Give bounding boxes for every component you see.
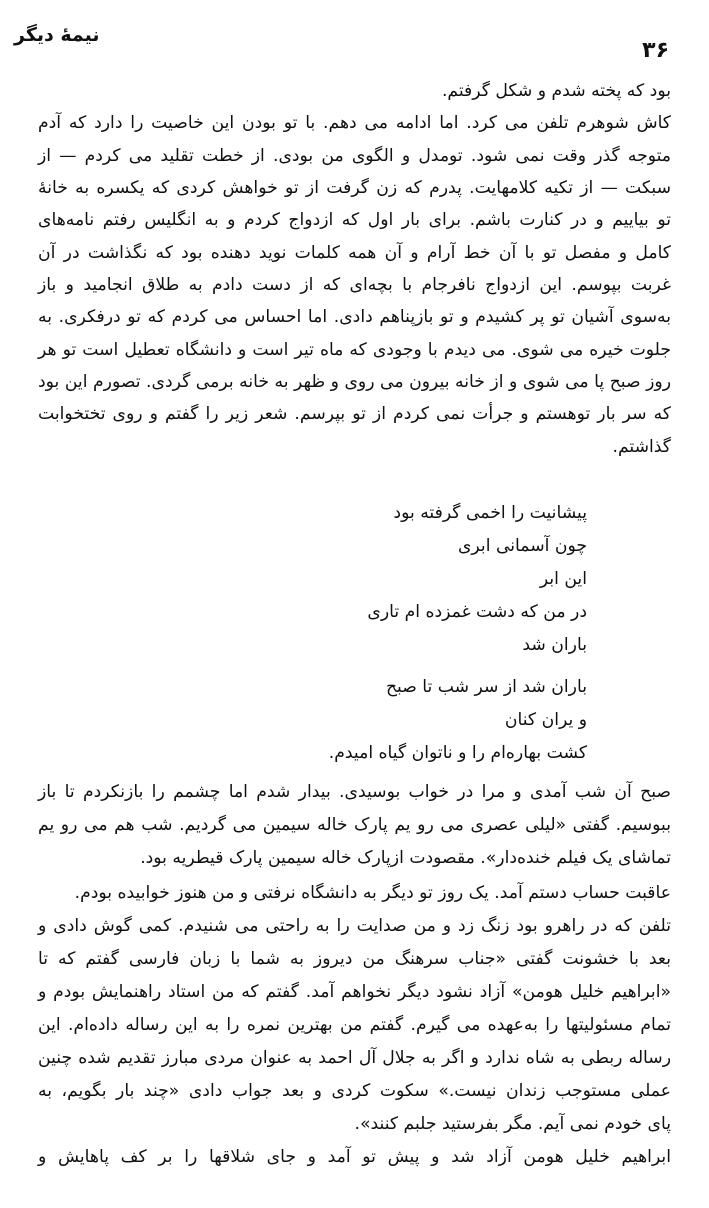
text-line: متوجه گذر وقت نمی شود. تومدل و الگوی من بودی. از خطت تقلید می کردم — از [38,146,671,166]
text-line: ابراهیم خلیل هومن آزاد شد و پیش تو آمد و جای شلاقها را بر کف پاهایش و [38,1147,671,1167]
text-line: رساله ربطی به شاه ندارد و اگر به جلال آل احمد به عنوان مردی مبارز تقدیم شده چنین [38,1048,671,1068]
text-line: بعد با خشونت گفتی «جناب سرهنگ من دیروز به شما با زبان فارسی گفتم که تا [38,949,671,969]
poem-line: باران شد از سر شب تا صبح [385,677,587,697]
poem-line: و یران کنان [504,710,587,730]
text-line: جلوت خیره می شوی. می دیدم با وجودی که ماه تیر است و دانشگاه تعطیل است تو هر [38,340,671,360]
text-line: صبح آن شب آمدی و مرا در خواب بوسیدی. بیدار شدم اما چشمم را بازنکردم تا باز [38,782,671,802]
text-line: که سر بار توهستم و جرأت نمی کردم از تو بپرسم. شعر زیر را گفتم و روی تختخوابت [38,404,671,424]
poem-line: پیشانیت را اخمی گرفته بود [393,503,587,523]
text-line: گذاشتم. [612,437,671,457]
text-line: کاش شوهرم تلفن می کرد. اما ادامه می دهم. با تو بودن این خاصیت را دارد که آدم [38,113,671,133]
text-line: روز صبح پا می شوی و از خانه بیرون می روی و ظهر به خانه برمی گردی. تصورم این بود [38,372,671,392]
text-line: تماشای یک فیلم خنده‌دار». مقصودت ازپارک خاله سیمین پارک قیطریه بود. [140,848,671,868]
text-line: به‌سوی آشیان تو پر کشیدم و تو بازپناهم دادی. اما احساس می کردم که تو درفکری. به [38,307,671,327]
text-line: «ابراهیم خلیل هومن» آزاد نشود دیگر نخواهم آمد. گفتم که من استاد راهنمایش بودم و [38,982,671,1002]
poem-line: چون آسمانی ابری [457,536,587,556]
text-line: بود که پخته شدم و شکل گرفتم. [441,81,671,101]
text-line: کامل و مفصل تو با آن خط آرام و آن همه کلمات نوید دهنده بود که نگذاشت در آن [38,243,671,263]
page-number: ۳۶ [642,38,669,63]
text-line: عملی مستوجب زندان نیست.» سکوت کردی و بعد جواب دادی «چند بار بگویم، به [38,1081,671,1101]
poem-line: کشت بهاره‌ام را و ناتوان گیاه امیدم. [328,743,587,763]
text-line: سبکت — از تکیه کلامهایت. پدرم که زن گرفت از تو خواهش کردی که یکسره به خانهٔ [38,178,671,198]
running-title: نیمهٔ دیگر [14,24,100,46]
text-line: تلفن که در راهرو بود زنگ زد و من صدایت را به راحتی می شنیدم. کمی گوش دادی و [38,916,671,936]
poem-line: باران شد [522,635,587,655]
text-line: تو بیاییم و در کنارت باشم. برای بار اول که ازدواج کردم و به انگلیس رفتم نامه‌های [38,210,671,230]
poem-line: در من که دشت غمزده ام تاری [367,602,587,622]
text-line: غربت بپوسم. این ازدواج نافرجام با بچه‌ای که از دست دادم به طلاق انجامید و باز [38,275,671,295]
text-line: پای خودم نمی آیم. مگر بفرستید جلبم کنند». [354,1114,671,1134]
text-line: عاقبت حساب دستم آمد. یک روز تو دیگر به دانشگاه نرفتی و من هنوز خوابیده بودم. [74,883,671,903]
text-line: تمام مسئولیتها را به‌عهده می گیرم. گفتم من بهترین نمره را به این رساله داده‌ام. این [38,1015,671,1035]
text-line: ببوسیم. گفتی «لیلی عصری می رو یم پارک خاله سیمین می گردیم. شب هم می رو یم [38,815,671,835]
poem-line: این ابر [539,569,587,589]
